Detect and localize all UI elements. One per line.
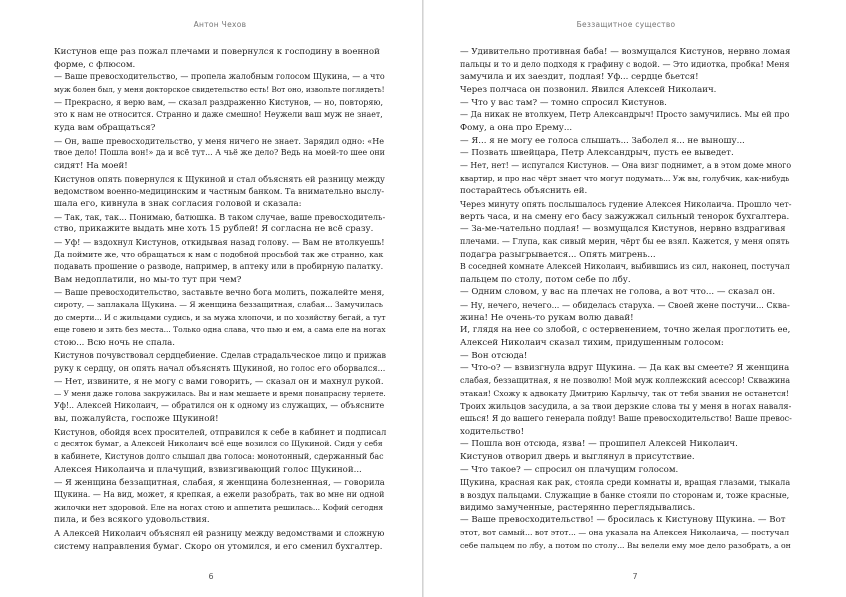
text-line: вы, пожалуйста, госпоже Щукиной! — [54, 414, 219, 425]
text-line: — Нет, нет! — испугался Кистунов. — Она визг поднимет, а в этом доме много — [460, 160, 792, 170]
text-line: — Он, ваше превосходительство, у меня ничего не знает. Зарядил одно: «Не — [54, 135, 385, 146]
text-line: — Ваше превосходительство, — пропела жалобным голосом Щукина, — а что — [54, 72, 385, 82]
text-line: — Прекрасно, я верю вам, — сказал раздраженно Кистунов, — но, повторяю, — [54, 97, 383, 107]
right-page-body — [460, 46, 792, 552]
text-line: куда вам обращаться? — [54, 122, 156, 133]
text-line: — У меня даже голова закружилась. Вы и нам мешаете и время понапрасну теряете. — [54, 388, 386, 398]
text-line: жилочки нет здоровой. Еле на ногах стою и аппетита решилась... Кофий сегодня — [54, 502, 384, 512]
text-line: Через минуту опять послышалось гудение Алексея Николаича. Прошло чет- — [460, 198, 792, 209]
text-line: шала его, кивнула в знак согласия головой и сказала: — [54, 198, 302, 209]
text-line: форме, с флюсом. — [54, 59, 136, 70]
right-page — [424, 0, 846, 597]
text-line: — Уф! — вздохнул Кистунов, откидывая назад голову. — Вам не втолкуешь! — [54, 236, 385, 247]
text-line: жина! Не очень-то рукам волю давай! — [460, 312, 634, 323]
text-line: Кистунов отворил дверь и выглянул в присутствие. — [460, 452, 695, 462]
text-line: себе пальцем по лбу, а потом по столу... Вы велели ему мое дело разобрать, а он — [460, 540, 791, 550]
text-line: твое дело! Пошла вон!» да и всё тут... А чьё же дело? Ведь на моей-то шее они — [54, 148, 385, 158]
running-head-author: Антон Чехов — [193, 20, 247, 29]
text-line: систему направления бумаг. Скоро он утомился, и его сменил бухгалтер. — [54, 540, 383, 551]
text-line: — Так, так, так... Понимаю, батюшка. В таком случае, ваше превосходитель- — [54, 211, 386, 222]
text-line: — Ваше превосходительство! — бросилась к Кистунову Щукина. — Вот — [460, 515, 786, 526]
text-line: руку к сердцу, он опять начал объяснять Щукиной, но голос его оборвался... — [54, 363, 386, 374]
text-line: Кистунов, обойдя всех просителей, отправился к себе в кабинет и подписал — [54, 426, 386, 437]
text-line: Кистунов еще раз пожал плечами и повернулся к господину в военной — [54, 47, 380, 57]
text-line: — Что у вас там? — томно спросил Кистунов. — [460, 97, 667, 108]
left-page-body — [54, 46, 386, 552]
text-line: Алексея Николаича и плачущий, взвизгивающий голос Щукиной... — [54, 464, 362, 475]
text-line: пила, и без всякого удовольствия. — [54, 515, 210, 526]
text-line: — Позвать швейцара, Петр Александрыч, пусть ее выведет. — [460, 148, 734, 159]
text-line: — Я женщина беззащитная, слабая, я женщина болезненная, — говорила — [54, 477, 385, 488]
text-line: слабая, беззащитная, я не позволю! Мой муж коллежский асессор! Скважина — [460, 376, 791, 386]
text-line: ходительство! — [460, 426, 525, 437]
text-line: это к нам не относится. Странно и даже смешно! Неужели ваш муж не знает, — [54, 110, 383, 120]
text-line: Кистунов почувствовал сердцебиение. Сделав страдальческое лицо и прижав — [54, 350, 386, 360]
text-line: И, глядя на нее со злобой, с остервенением, точно желая проглотить ее, — [460, 325, 791, 336]
text-line: замучила и их заездит, подлая! Уф... сердце бьется! — [460, 72, 699, 83]
text-line: — За-ме-чательно подлая! — возмущался Кистунов, нервно вздрагивая — [460, 224, 786, 235]
text-line: верть часа, и на смену его басу зажужжал сильный тенорок бухгалтера. — [460, 211, 790, 222]
text-line: Троих жильцов засудила, а за твои дерзкие слова ты у меня в ногах наваля- — [460, 401, 792, 412]
text-line: — Ваше превосходительство, заставьте вечно бога молить, пожалейте меня, — [54, 287, 385, 298]
text-line: ство, прикажите выдать мне хоть 15 рублей! Я согласна не всё сразу. — [54, 224, 374, 235]
text-line: — Одним словом, у вас на плечах не голова, а вот что... — сказал он. — [460, 287, 776, 298]
text-line: в воздух пальцами. Служащие в банке стояли по сторонам и, тоже красные, — [460, 489, 790, 500]
text-line: Вам недоплатили, но мы-то тут при чем? — [54, 274, 242, 285]
text-line: видимо замученные, растерянно переглядывались. — [460, 502, 696, 513]
text-line: в кабинете, Кистунов долго слышал два голоса: монотонный, сдержанный бас — [54, 452, 384, 461]
text-line: В соседней комнате Алексей Николаич, выбившись из сил, наконец, постучал — [460, 262, 790, 272]
text-line: постарайтесь объяснить ей. — [460, 186, 588, 197]
running-head-title: Беззащитное существо — [576, 20, 676, 29]
text-line: Через полчаса он позвонил. Явился Алексей Николаич. — [460, 84, 717, 95]
text-line: с десяток бумаг, а Алексей Николаич всё еще возился со Щукиной. Сидя у себя — [54, 439, 383, 449]
text-line: Фому, а она про Ерему... — [460, 122, 573, 133]
text-line: Уф!.. Алексей Николаич, — обратился он к одному из служащих, — объясните — [54, 401, 385, 411]
text-line: А Алексей Николаич объяснял ей разницу между ведомствами и сложную — [54, 527, 385, 538]
text-line: квартир, и про нас чёрт знает что могут подумать... Уж вы, голубчик, как-нибудь — [460, 173, 790, 183]
text-line: пальцем по столу, потом себе по лбу. — [460, 274, 631, 285]
left-page — [0, 0, 422, 597]
page-number-left: 6 — [208, 572, 214, 581]
text-line: — Что такое? — спросил он плачущим голосом. — [460, 464, 679, 475]
text-line: Кистунов опять повернулся к Щукиной и стал объяснять ей разницу между — [54, 173, 385, 184]
text-line: Да поймите же, что обращаться к нам с подобной просьбой так же странно, как — [54, 249, 384, 259]
text-line: — Что-о? — взвизгнула вдруг Щукина. — Да как вы смеете? Я женщина — [460, 363, 790, 374]
text-line: муж болен был, у меня докторское свидетельство есть! Вот оно, извольте поглядеть! — [54, 84, 385, 94]
text-line: еще говею и зять без места... Только одна слава, что пью и ем, а сама еле на ногах — [54, 325, 386, 335]
text-line: Щукина, красная как рак, стояла среди комнаты и, вращая глазами, тыкала — [460, 477, 791, 488]
text-line: — Удивительно противная баба! — возмущался Кистунов, нервно ломая — [460, 47, 791, 57]
text-line: Щукина. — На вид, может, я крепкая, а ежели разобрать, так во мне ни одной — [54, 489, 385, 499]
text-line: стою... Всю ночь не спала. — [54, 338, 176, 349]
text-line: — Нет, извините, я не могу с вами говорить, — сказал он и махнул рукой. — [54, 376, 384, 387]
text-line: — Ну, нечего, нечего... — обиделась старуха. — Своей жене постучи... Сква- — [460, 300, 790, 311]
text-line: до смерти... И с жильцами судись, и за мужа хлопочи, и по хозяйству бегай, а тут — [54, 312, 386, 322]
text-line: этот, вот самый... вот этот... — она указала на Алексея Николаича, — постучал — [460, 527, 790, 537]
text-line: ведомством военно-медицинским и частным банком. Та внимательно выслу- — [54, 186, 385, 197]
text-line: подагра разыгрывается... Опять мигрень... — [460, 249, 656, 260]
text-line: ешься! Я до вашего генерала пойду! Ваше превосходительство! Ваше превос- — [460, 414, 792, 424]
text-line: пальцы и то и дело подходя к графину с водой. — Это идиотка, пробка! Меня — [460, 59, 790, 69]
text-line: сироту, — заплакала Щукина. — Я женщина беззащитная, слабая... Замучилась — [54, 300, 383, 310]
text-line: — Пошла вон отсюда, язва! — прошипел Алексей Николаич. — [460, 439, 738, 450]
page-number-right: 7 — [632, 572, 638, 581]
text-line: — Вон отсюда! — [460, 350, 528, 361]
text-line: сидят! На моей! — [54, 160, 128, 171]
text-line: этакая! Схожу к адвокату Дмитрию Карлычу, так от тебя звания не останется! — [460, 388, 790, 398]
text-line: Алексей Николаич сказал тихим, придушенным голосом: — [460, 338, 724, 349]
text-line: — Да никак не втолкуем, Петр Александрыч! Просто замучились. Мы ей про — [460, 110, 790, 120]
text-line: подавать прошение о разводе, например, в аптеку или в пробирную палатку. — [54, 262, 384, 272]
text-line: плечами. — Глупа, как сивый мерин, чёрт бы ее взял. Кажется, у меня опять — [460, 236, 790, 246]
text-line: — Я... я не могу ее голоса слышать... Заболел я... не выношу... — [460, 135, 745, 146]
